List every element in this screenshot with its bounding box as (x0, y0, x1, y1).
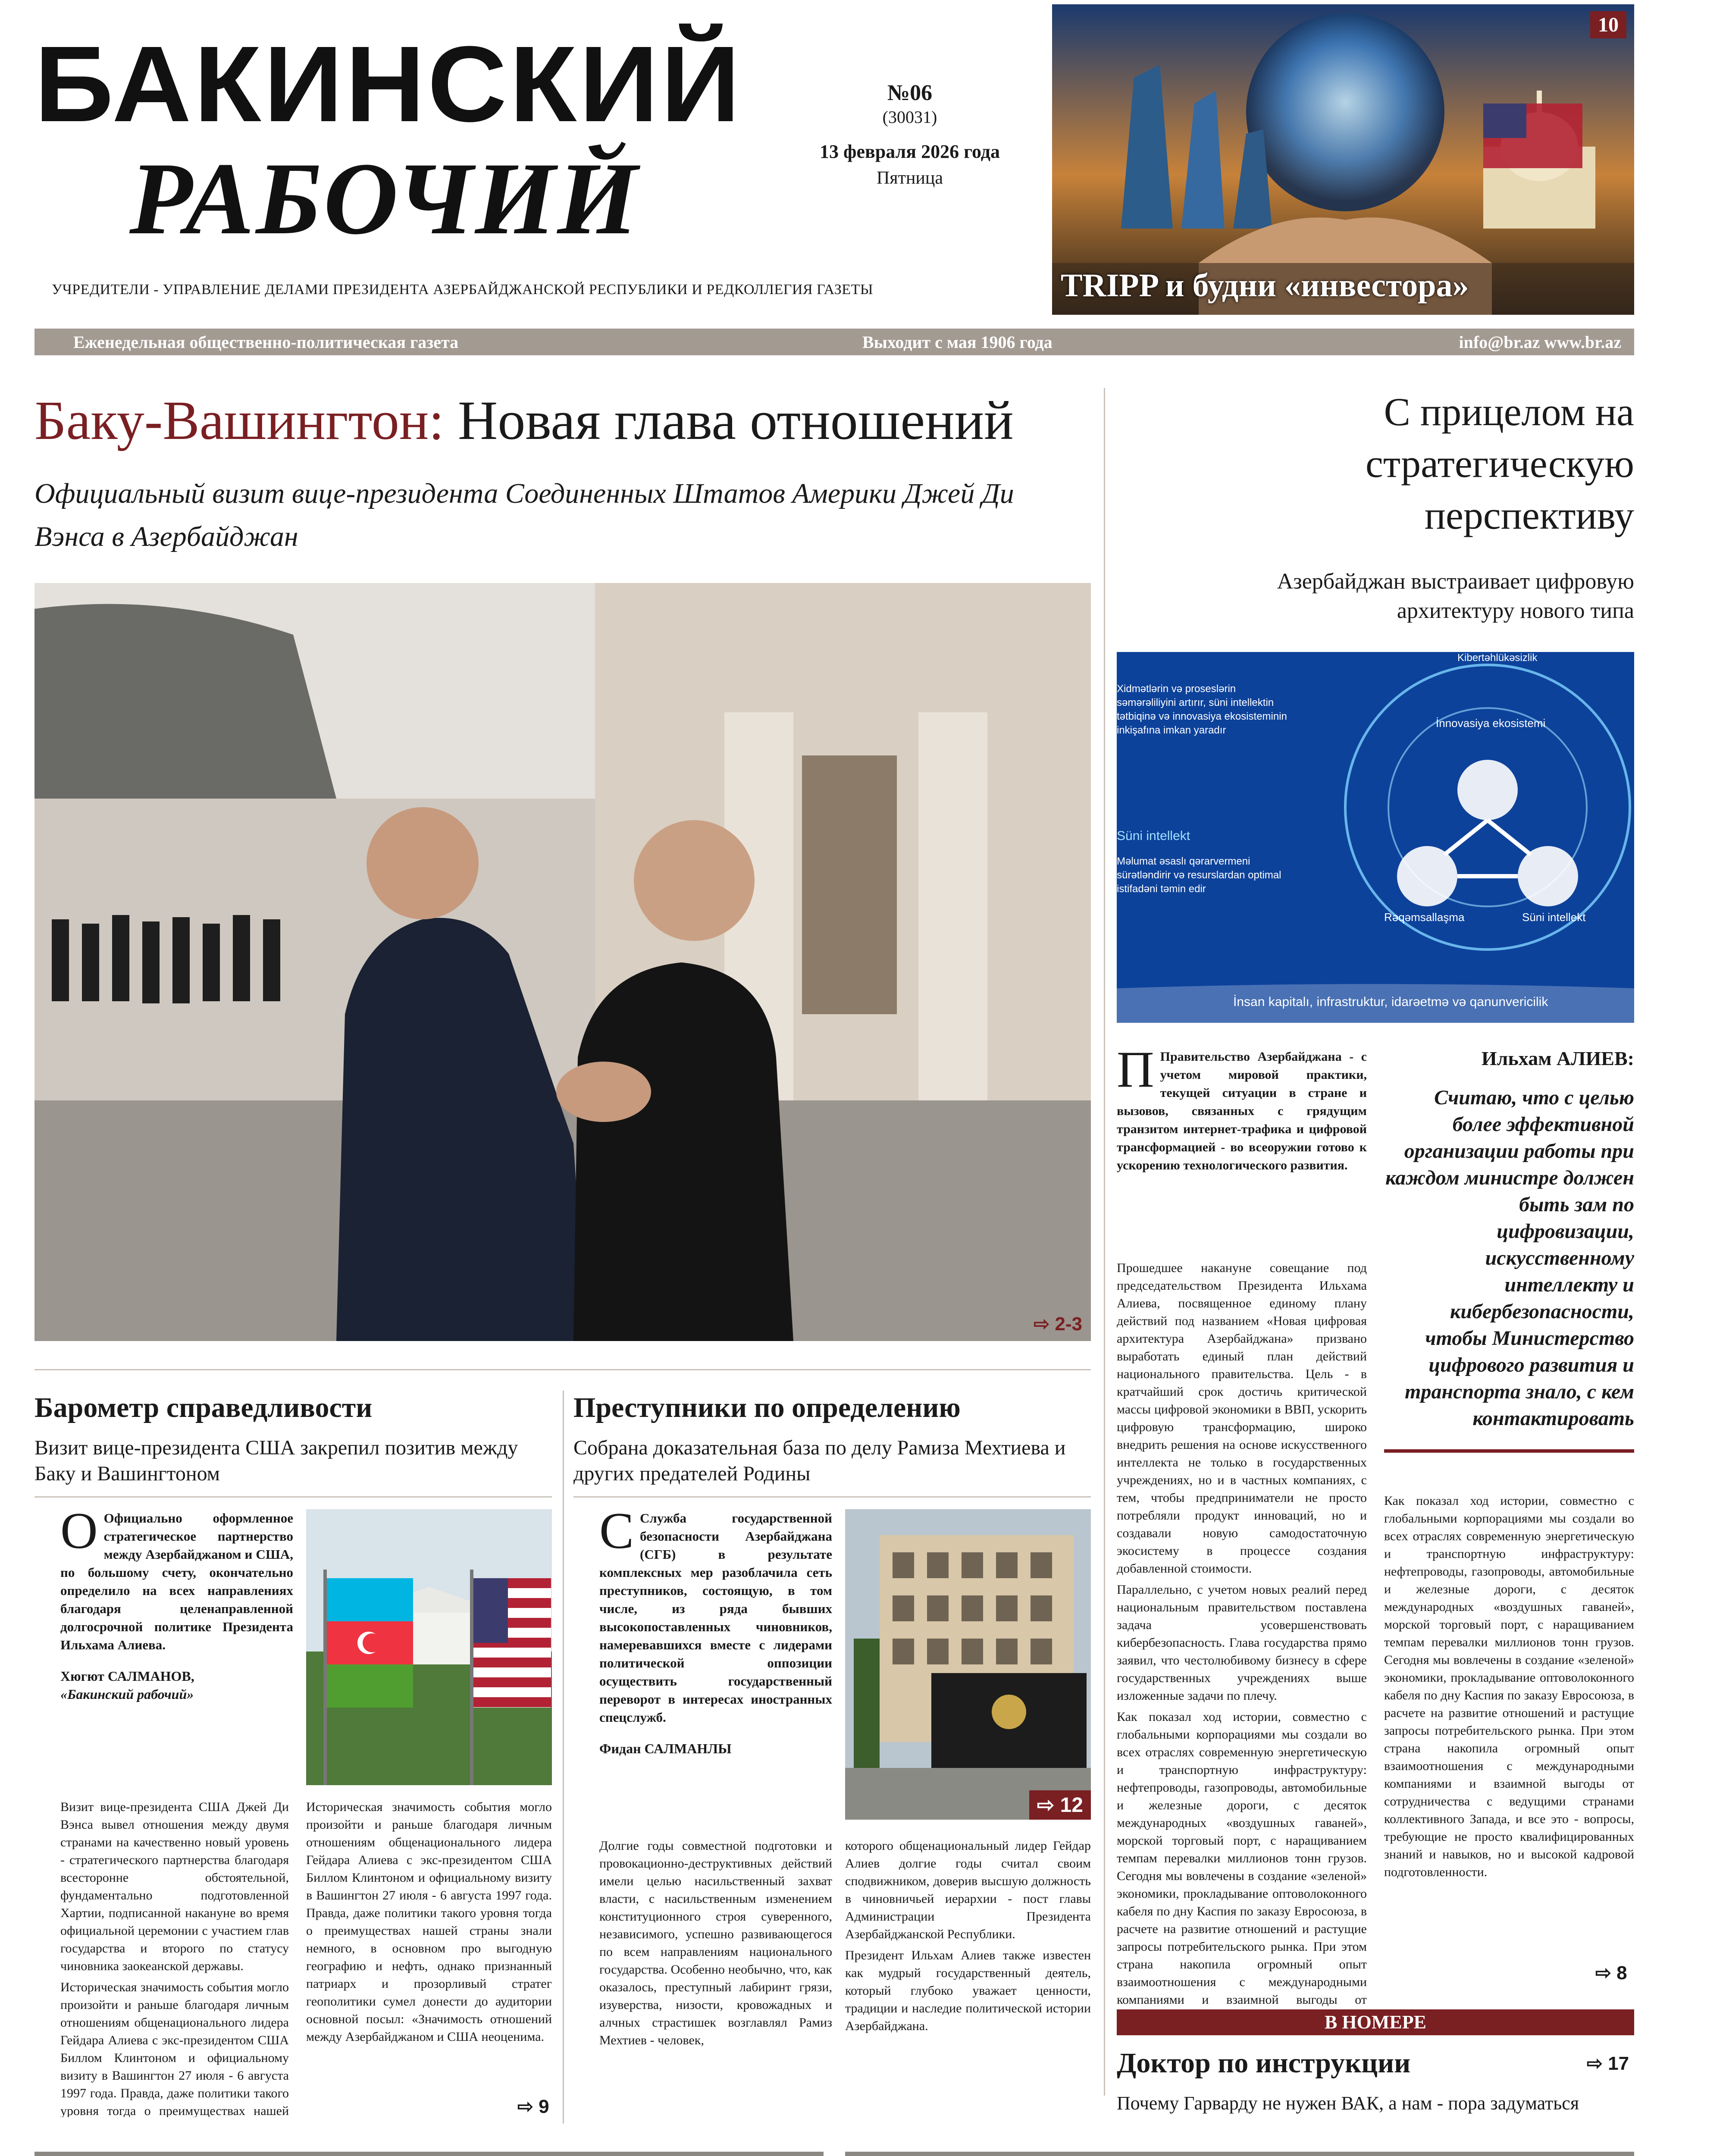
column-divider (1104, 388, 1105, 2096)
barometer-paragraph-1: Визит вице-президента США Джей Ди Вэнса вывел отношения между двумя странами на качественно новый уровень - стратегического партнерства благодаря всесторонне обстоятельной, фундаментально подготовленной Хартии, подписанной накануне во время официальной церемонии с участием глав государства и второго по статусу чиновника заокеанской державы. (60, 1800, 289, 1973)
criminals-lead (599, 1502, 832, 1758)
screen-label-ai2: Süni intellekt (1522, 911, 1586, 924)
masthead-logo (34, 24, 776, 272)
digital-dropcap: П (1117, 1040, 1154, 1098)
criminals-rule (573, 1496, 1091, 1498)
digital-paragraph-2: Параллельно, с учетом новых реалий перед национальным правительством поставлена задача усовершенствовать кибербезопасность. Глава государства прямо заявил, что честолюбивому бизнесу в сфере государственных учреждениях выше изложенные задачи по плечу. (1117, 1583, 1367, 1703)
barometer-body-2 (306, 1798, 552, 2100)
screen-text-1: Xidmətlərin və proseslərin səmərəliliyini artırır, süni intellektin tətbiqinə və innovasiya ekosisteminin inkişafına imkan yaradır (1117, 683, 1287, 736)
barometer-divider (563, 1391, 564, 2124)
barometer-rule (34, 1496, 552, 1498)
logo-line2: РАБОЧИЙ (129, 141, 640, 256)
barometer-paragraph-2: Историческая значимость события могло произойти и раньше благодаря личным отношениям общенационального лидера Гейдара Алиева с экс-президентом США Биллом Клинтоном и официальному визиту в Вашингтон 27 июля - 6 августа 1997 года. Правда, даже политики такого уровня тогда о преимуществах нашей (60, 1980, 289, 2117)
criminals-paragraph-3: Президент Ильхам Алиев также известен как мудрый государственный деятель, который глубоко уважает ценности, традиции и наследие политической истории Азербайджана. (845, 1948, 1091, 2033)
barometer-body-1 (60, 1798, 289, 2117)
promo-photo[interactable] (1052, 4, 1634, 315)
barometer-outlet: «Бакинский рабочий» (60, 1686, 194, 1702)
barometer-page-ref[interactable] (517, 2096, 549, 2118)
barometer-lead-body: Официально оформленное стратегическое партнерство между Азербайджаном и США, по большому счету, окончательно определило на всех направлениях благодаря целенаправленной долгосрочной политике Президента Ильхама Алиева. (60, 1510, 293, 1652)
lead-title-accent: Баку-Вашингтон: (34, 390, 444, 451)
logo-line1: БАКИНСКИЙ (34, 24, 743, 144)
digital-paragraph-1: Прошедшее накануне совещание под председательством Президента Ильхама Алиева, посвященное единому плану действий под названием «Новая цифровая архитектура Азербайджана» призвано выработать единый план действий национального правительства. Цель - в кратчайший срок достичь критической массы цифровой экономики в ВВП, ускорить цифровую трансформацию, широко внедрить решения на основе искусственного интеллекта не только в государственных учреждениях, но и в частных компаниях, с тем, чтобы предприниматели не просто потребляли продукт инноваций, но и создавали новую самодостаточную экосистему в процессе создания добавленной стоимости. (1117, 1261, 1367, 1576)
digital-page-ref[interactable] (1595, 1962, 1627, 1984)
flags-image (306, 1509, 552, 1785)
digital-body-cont (1384, 1492, 1634, 1945)
criminals-author: Фидан САЛМАНЛЫ (599, 1741, 732, 1756)
section-rule-left (34, 1369, 1091, 1370)
digital-lead-body: Правительство Азербайджана - с учетом мировой практики, текущей ситуации в стране и вызовов, связанных с грядущим транзитом интернет-трафика и цифровой трансформацией - во всеоружии готово к ускорению технологического развития. (1117, 1050, 1367, 1172)
contacts[interactable]: info@br.az www.br.az (1459, 332, 1621, 352)
arrow-right-icon: ⇨ (1587, 2053, 1603, 2074)
quote-box (1384, 1046, 1634, 1453)
since: Выходит с мая 1906 года (862, 332, 1053, 352)
quote-author: Ильхам АЛИЕВ: (1481, 1047, 1634, 1069)
issue-weekday: Пятница (876, 168, 943, 188)
digital-page-number: 8 (1616, 1962, 1627, 1984)
promo-page-badge: 10 (1590, 11, 1626, 38)
barometer-lead (60, 1502, 293, 1703)
barometer-photo[interactable] (306, 1509, 552, 1785)
digital-lead-text (1117, 1040, 1367, 1175)
promo-title: TRIPP и будни «инвестора» (1061, 267, 1469, 304)
digital-paragraph-3-cont: Как показал ход истории, совместно с глобальными корпорациями мы создали во всех отраслях современную энергетическую и транспортную инфраструктуру: нефтепроводы, газопроводы, автомобильные и железные дороги, с десяток международных «воздушных гаваней», морской торговый порт, с наращиванием темпам перевалки миллионов тонн грузов. Сегодня мы вовлечены в создание «зеленой» экономики, прокладывание оптоволоконного кабеля по дну Каспия по заказу Евросоюза, в расчете на развитие отношений и растущие запросы потребительского рынка. При этом страна накопила огромный опыт взаимоотношения с международными компаниями и взаимной выгоды от сотрудничества с ведущими странами коллективного Запада, и все это - вопросы, требующие не просто квалифицированных знаний и навыков, но и высокой кадровой подготовленности. (1384, 1494, 1634, 1879)
barometer-title: Барометр справедливости (34, 1392, 373, 1423)
criminals-photo[interactable] (845, 1509, 1091, 1820)
digital-paragraph-3: Как показал ход истории, совместно с глобальными корпорациями мы создали во всех отраслях современную энергетическую и транспортную инфраструктуру: нефтепроводы, газопроводы, автомобильные и железные дороги, с десяток международных «воздушных гаваней», морской торговый порт, с наращиванием темпам перевалки миллионов тонн грузов. Сегодня мы вовлечены в создание «зеленой» экономики, прокладывание оптоволоконного кабеля по дну Каспия по заказу Евросоюза, в расчете на развитие отношений и растущие запросы потребительского рынка. При этом страна накопила огромный опыт взаимоотношения с международными компаниями и взаимной выгоды от (1117, 1710, 1367, 2007)
building-image (845, 1509, 1091, 1820)
arrow-right-icon: ⇨ (517, 2096, 533, 2117)
in-issue-page-number: 17 (1608, 2053, 1629, 2074)
screen-label-innov: İnnovasiya ekosistemi (1436, 717, 1546, 730)
in-issue-header: В НОМЕРЕ (1117, 2009, 1634, 2035)
quote-text: Считаю, что с целью более эффективной организации работы при каждом министре должен быть зам по цифровизации, искусственному интеллекту и кибербезопасности, чтобы Министерство цифрового развития и транспорта знало, с кем контактировать (1385, 1086, 1634, 1430)
criminals-photo-badge[interactable] (1029, 1790, 1091, 1820)
train-box (34, 2152, 824, 2156)
barometer-paragraph-2-cont: Историческая значимость события могло произойти и раньше благодаря личным отношениям общенационального лидера Гейдара Алиева с экс-президентом США Биллом Клинтоном и официальному визиту в Вашингтон 27 июля - 6 августа 1997 года. Правда, даже политики такого уровня тогда о преимуществах нашей страны знали немного, в основном про выгодную географию и нефть, однако признанный патриарх и прозорливый стратег геополитики сумел донести до аудитории основной посыл: «Значимость отношений между Азербайджаном и США неоценима. (306, 1800, 552, 2044)
barometer-lead-text (60, 1502, 293, 1654)
tagline: Еженедельная общественно-политическая газета (73, 332, 459, 352)
issue-date: 13 февраля 2026 года (820, 141, 1000, 162)
lead-subtitle: Официальный визит вице-президента Соединенных Штатов Америки Джей Ди Вэнса в Азербайджан (34, 478, 1014, 552)
criminals-paragraph-1: Долгие годы совместной подготовки и провокационно-деструктивных действий имели целью насильственный захват власти, с насильственным изменением конституционного строя суверенного, независимого, успешно развивающегося по всем направлениям национального государства. Особенно необычно, что, как оказалось, преступный лабиринт грязи, изуверства, низости, кровожадных и алчных страстишек возглавлял Рамиз Мехтиев - человек, (599, 1839, 832, 2047)
issue-number: №06 (887, 81, 933, 105)
criminals-title: Преступники по определению (573, 1392, 961, 1423)
in-issue-page-ref[interactable] (1587, 2053, 1629, 2075)
arrow-right-icon: ⇨ (1595, 1962, 1611, 1984)
lead-page-ref[interactable] (1034, 1313, 1082, 1335)
separatism-box (845, 2152, 1634, 2156)
digital-photo[interactable] (1117, 652, 1634, 1023)
screen-label-ai: Süni intellekt (1117, 829, 1190, 843)
arrow-right-icon: ⇨ (1037, 1794, 1055, 1817)
screen-bottom: İnsan kapitalı, infrastruktur, idarəetmə və qanunvericilik (1233, 995, 1548, 1009)
digital-lead (1117, 1040, 1367, 1175)
screen-label-cyber: Kibertəhlükəsizlik (1457, 652, 1538, 664)
lead-title (34, 390, 1014, 451)
lead-photo[interactable] (34, 583, 1091, 1341)
criminals-body-1 (599, 1837, 832, 2117)
separatism-box-top-rule (845, 2152, 1634, 2156)
train-box-top-rule (34, 2152, 824, 2156)
criminals-lead-body: Служба государственной безопасности Азербайджана (СГБ) в результате комплексных мер разоблачила сеть преступников, состоящую, в том числе, из ряда бывших высокопоставленных чиновников, намеревавшихся вместе с лидерами политической оппозиции осуществить государственный переворот в интересах иностранных спецслужб. (599, 1510, 832, 1725)
criminals-dropcap: С (599, 1502, 634, 1559)
founders-line: УЧРЕДИТЕЛИ - УПРАВЛЕНИЕ ДЕЛАМИ ПРЕЗИДЕНТА АЗЕРБАЙДЖАНСКОЙ РЕСПУБЛИКИ И РЕДКОЛЛЕГИЯ ГАЗЕТЫ (52, 282, 873, 298)
barometer-subtitle: Визит вице-президента США закрепил позитив между Баку и Вашингтоном (34, 1436, 518, 1485)
digital-subtitle: Азербайджан выстраивает цифровую архитектуру нового типа (1277, 569, 1634, 623)
screen-label-digital: Rəqəmsallaşma (1384, 911, 1465, 924)
arrow-right-icon: ⇨ (1034, 1313, 1050, 1335)
screen-text-2: Məlumat əsaslı qərarvermeni sürətləndirir və resurslardan optimal istifadəni təmin edir (1117, 856, 1281, 895)
issue-info (789, 80, 1031, 189)
criminals-lead-text (599, 1502, 832, 1727)
criminals-page-number: 12 (1060, 1794, 1083, 1817)
issue-total: (30031) (882, 107, 937, 127)
barometer-dropcap: О (60, 1502, 98, 1559)
in-issue-subtitle: Почему Гарварду не нужен ВАК, а нам - пора задуматься (1117, 2093, 1579, 2114)
barometer-page-number: 9 (539, 2096, 549, 2117)
in-issue-title[interactable]: Доктор по инструкции (1117, 2047, 1411, 2079)
digital-title: С прицелом на стратегическую перспективу (1366, 390, 1634, 537)
tagline-bar (34, 329, 1634, 355)
criminals-body-2 (845, 1837, 1091, 2117)
quote-rule (1384, 1449, 1634, 1453)
lead-page-number: 2-3 (1055, 1313, 1082, 1335)
digital-body-1 (1117, 1259, 1367, 2027)
criminals-paragraph-2: которого общенациональный лидер Гейдар Алиев долгие годы считал своим сподвижником, доверив высшую должность в чиновничьей иерархии - пост главы Администрации Президента Азербайджанской Республики. (845, 1839, 1091, 1941)
barometer-author: Хюгют САЛМАНОВ, (60, 1668, 194, 1684)
lead-title-rest: Новая глава отношений (444, 390, 1014, 451)
lead-image (34, 583, 1091, 1341)
criminals-subtitle: Собрана доказательная база по делу Рамиза Мехтиева и других предателей Родины (573, 1436, 1066, 1485)
